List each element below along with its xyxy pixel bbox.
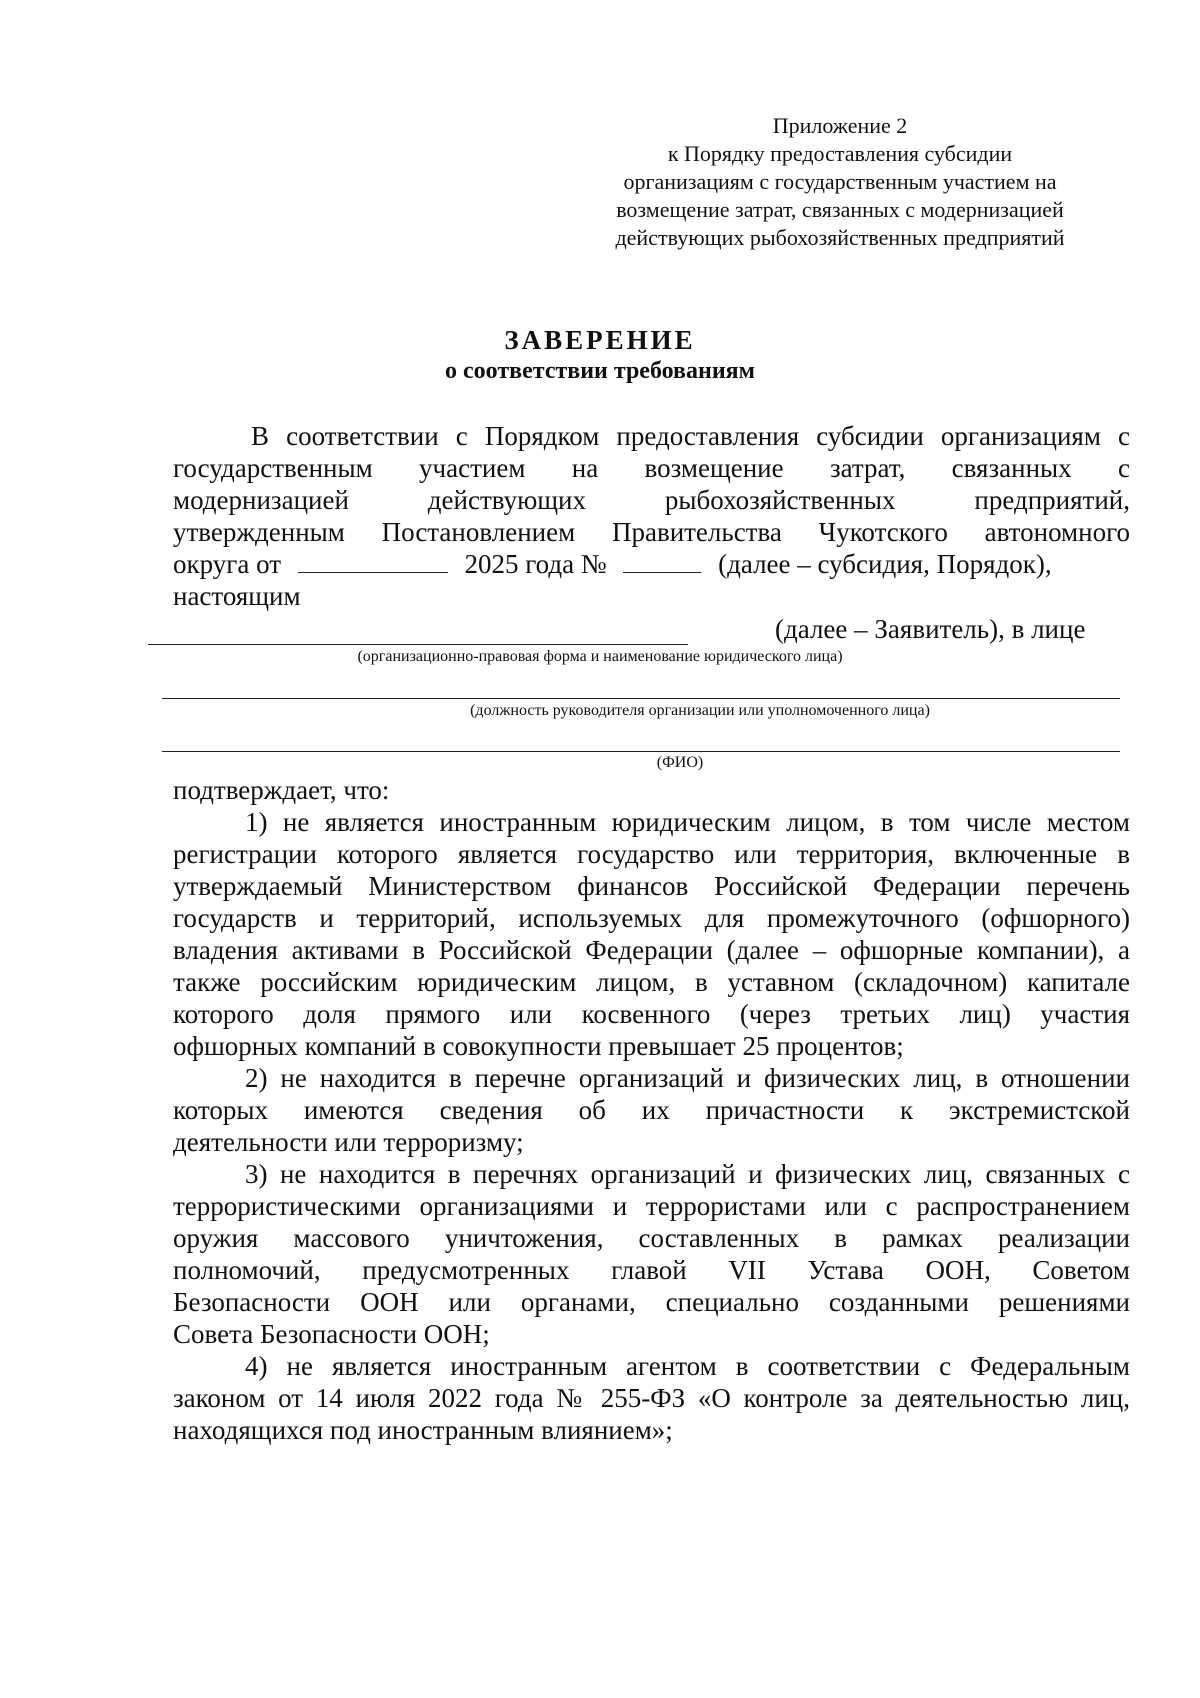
fio-caption: (ФИО) [656,754,704,771]
appendix-header [560,112,1120,252]
item-2-line: которых имеются сведения об их причастности к экстремистской [173,1095,1130,1125]
item-2-line: 2) не находится в перечне организаций и физических лиц, в отношении [245,1063,1130,1093]
intro-text: округа от [173,549,282,579]
item-1-line: владения активами в Российской Федерации (далее – офшорные компании), а [173,935,1130,965]
intro-line-date [173,548,1130,580]
item-4-line: находящихся под иностранным влиянием»; [173,1415,673,1445]
item-3-line: оружия массового уничтожения, составленных в рамках реализации [173,1223,1130,1253]
intro-text: 2025 года № [464,549,607,579]
item-3-line: полномочий, предусмотренных главой VII Устава ООН, Советом [173,1255,1130,1285]
item-4-line: 4) не является иностранным агентом в соответствии с Федеральным [245,1351,1130,1381]
item-2-line: деятельности или терроризму; [173,1127,524,1157]
appendix-line: организациям с государственным участием на [623,169,1057,194]
item-4-line: законом от 14 июля 2022 года № 255-ФЗ «О контроле за деятельностью лиц, [173,1383,1130,1413]
position-caption: (должность руководителя организации или уполномоченного лица) [470,702,930,719]
item-3-line: террористическими организациями и террористами или с распространением [173,1191,1130,1221]
item-1-line: государств и территорий, используемых для промежуточного (офшорного) [173,903,1130,933]
appendix-line: к Порядку предоставления субсидии [667,141,1013,166]
intro-line: государственным участием на возмещение затрат, связанных с [173,453,1130,483]
number-blank[interactable] [623,550,701,573]
fio-blank[interactable] [162,751,1120,752]
appendix-line: действующих рыбохозяйственных предприятий [615,225,1065,250]
org-name-blank[interactable] [148,644,688,645]
applicant-suffix: (далее – Заявитель), в лице [775,614,1086,644]
item-3-line: 3) не находится в перечнях организаций и физических лиц, связанных с [245,1159,1130,1189]
position-blank[interactable] [162,698,1120,699]
item-1-line: офшорных компаний в совокупности превышает 25 процентов; [173,1031,904,1061]
item-3-line: Совета Безопасности ООН; [173,1319,490,1349]
item-1-line: регистрации которого является государство или территория, включенные в [173,839,1130,869]
intro-line: утвержденным Постановлением Правительства Чукотского автономного [173,517,1130,547]
appendix-line: Приложение 2 [772,113,908,138]
item-1-line: 1) не является иностранным юридическим лицом, в том числе местом [245,807,1130,837]
item-1-line: утверждаемый Министерством финансов Российской Федерации перечень [173,871,1130,901]
intro-line: В соответствии с Порядком предоставления субсидии организациям с [251,421,1130,451]
date-blank[interactable] [298,550,448,573]
item-1-line: также российским юридическим лицом, в уставном (складочном) капитале [173,967,1130,997]
appendix-line: возмещение затрат, связанных с модернизацией [616,197,1064,222]
item-3-line: Безопасности ООН или органами, специально созданными решениями [173,1287,1130,1317]
item-1-line: которого доля прямого или косвенного (через третьих лиц) участия [173,999,1130,1029]
intro-line: настоящим [173,581,301,611]
intro-line: модернизацией действующих рыбохозяйственных предприятий, [173,485,1130,515]
document-title: ЗАВЕРЕНИЕ [504,325,696,355]
confirms-text: подтверждает, что: [173,775,390,805]
intro-text: (далее – субсидия, Порядок), [718,549,1052,579]
document-subtitle: о соответствии требованиям [445,358,755,384]
org-caption: (организационно-правовая форма и наименование юридического лица) [357,648,843,665]
